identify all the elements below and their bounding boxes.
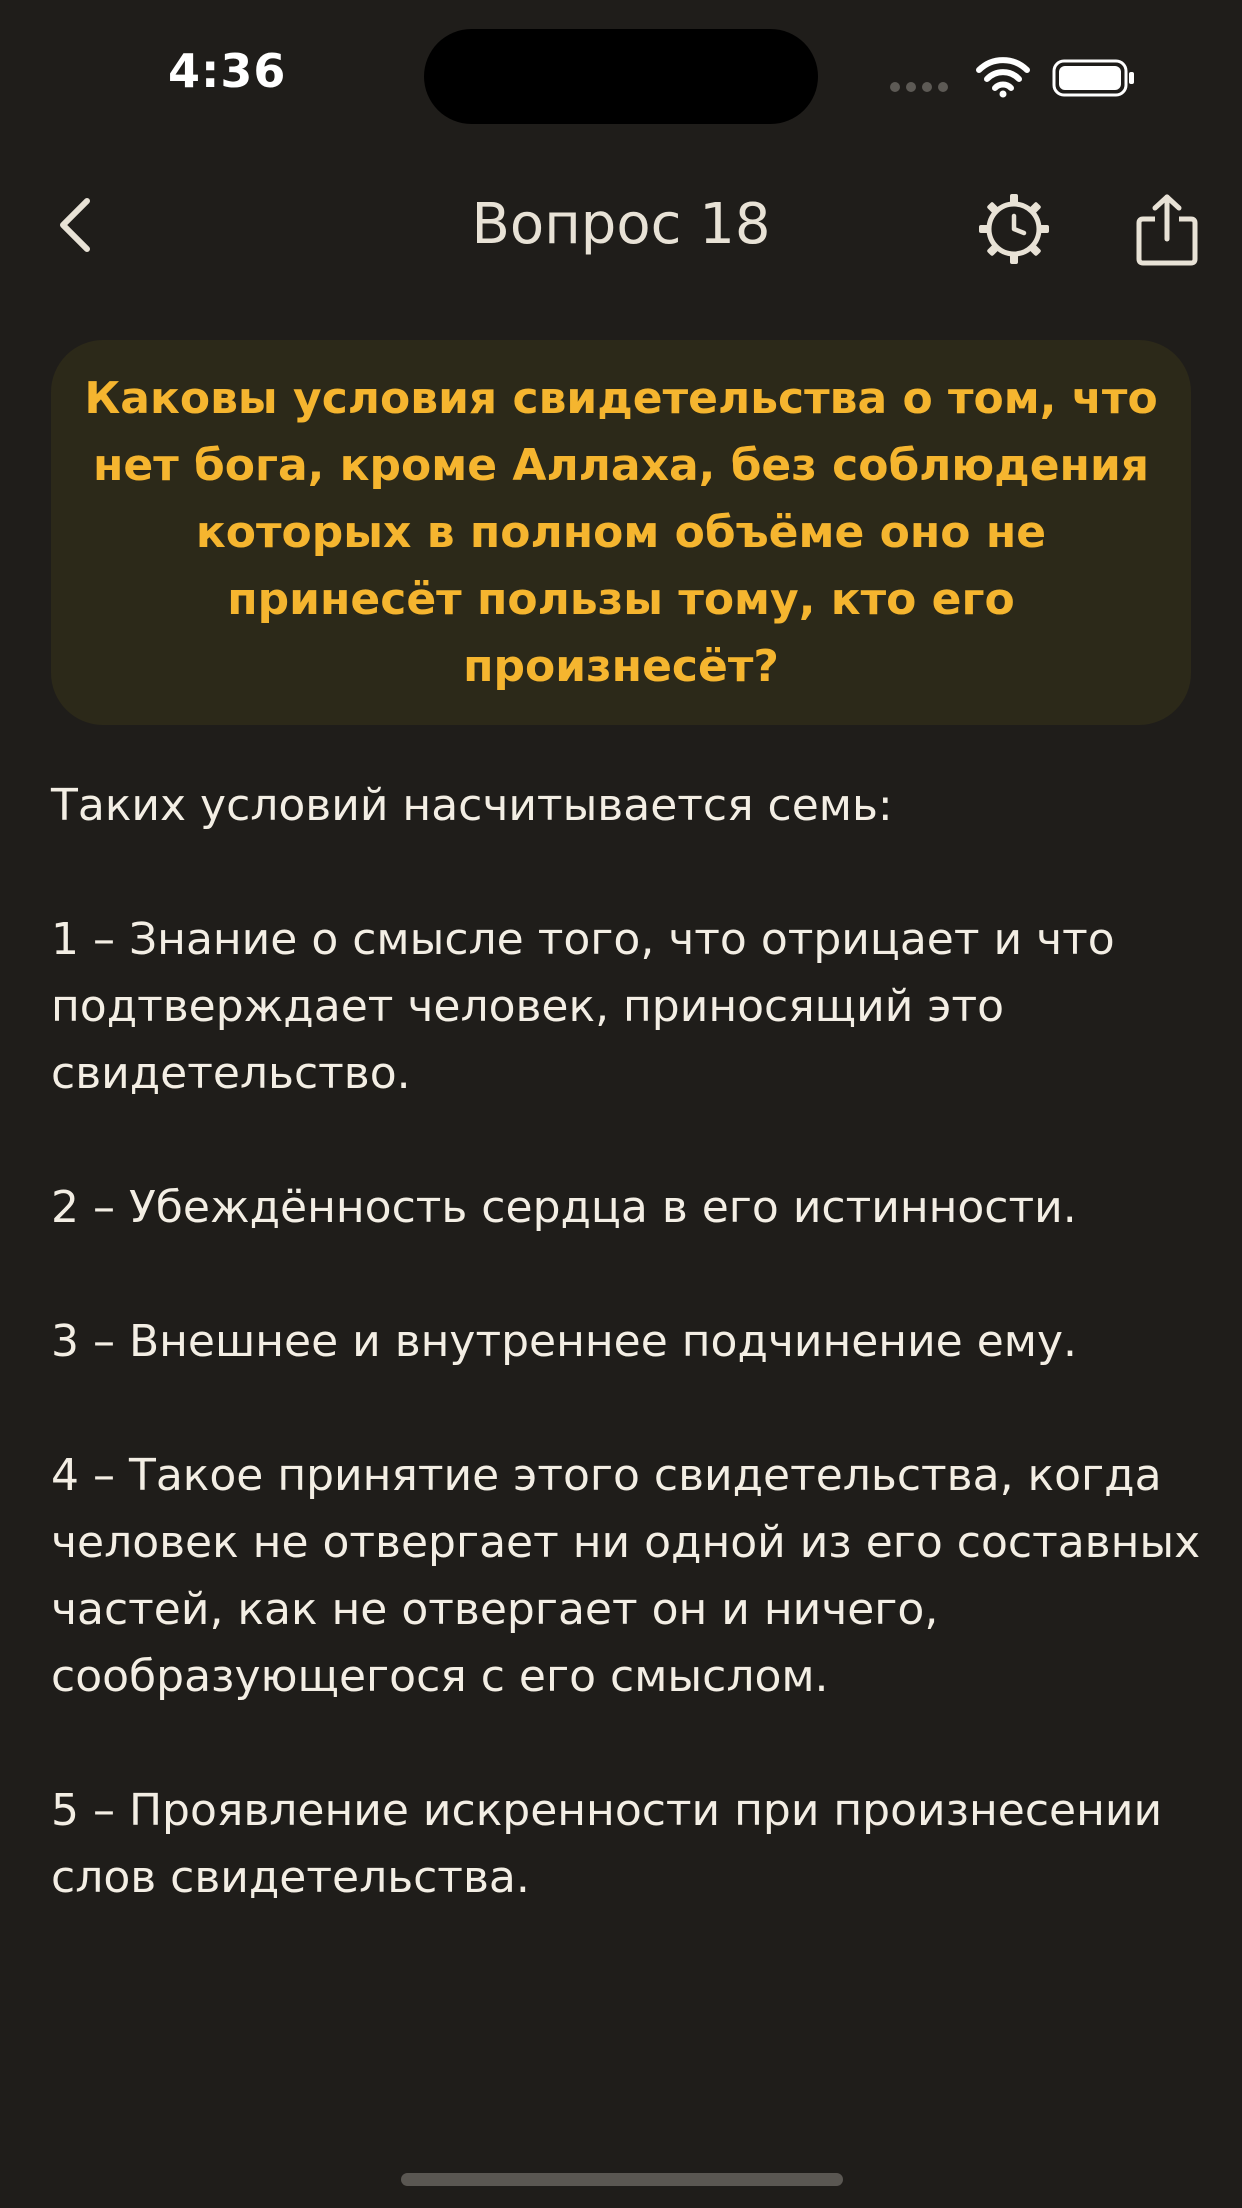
nav-bar (0, 170, 1242, 280)
answer-body (51, 772, 1201, 1978)
wifi-icon (975, 56, 1031, 98)
settings-button[interactable] (972, 187, 1056, 271)
share-icon (1135, 193, 1199, 267)
back-button[interactable] (30, 180, 120, 270)
status-time: 4:36 (168, 44, 287, 98)
cellular-dots-icon (890, 82, 950, 92)
home-indicator[interactable] (401, 2173, 843, 2186)
share-button[interactable] (1125, 185, 1209, 275)
answer-paragraph: 3 – Внешнее и внутреннее подчинение ему. (51, 1316, 1078, 1367)
gear-clock-icon (977, 192, 1051, 266)
answer-paragraph: 4 – Такое принятие этого свидетельства, когда человек не отвергает ни одной из его составных частей, как не отвергает он и ничего, сообразующегося с его смыслом. (51, 1450, 1201, 1702)
battery-icon (1052, 58, 1138, 98)
status-bar (0, 0, 1242, 150)
answer-paragraph: 5 – Проявление искренности при произнесении слов свидетельства. (51, 1785, 1163, 1903)
answer-paragraph: Таких условий насчитывается семь: (51, 780, 893, 831)
answer-paragraph: 1 – Знание о смысле того, что отрицает и что подтверждает человек, приносящий это свидетельство. (51, 914, 1115, 1099)
dynamic-island (424, 29, 818, 124)
question-text: Каковы условия свидетельства о том, что нет бога, кроме Аллаха, без соблюдения которых в полном объёме оно не принесёт пользы тому, кто его произнесёт? (84, 373, 1158, 692)
page-title: Вопрос 18 (471, 192, 771, 257)
chevron-left-icon (53, 197, 97, 253)
question-card (51, 340, 1191, 725)
answer-paragraph: 2 – Убеждённость сердца в его истинности. (51, 1182, 1077, 1233)
